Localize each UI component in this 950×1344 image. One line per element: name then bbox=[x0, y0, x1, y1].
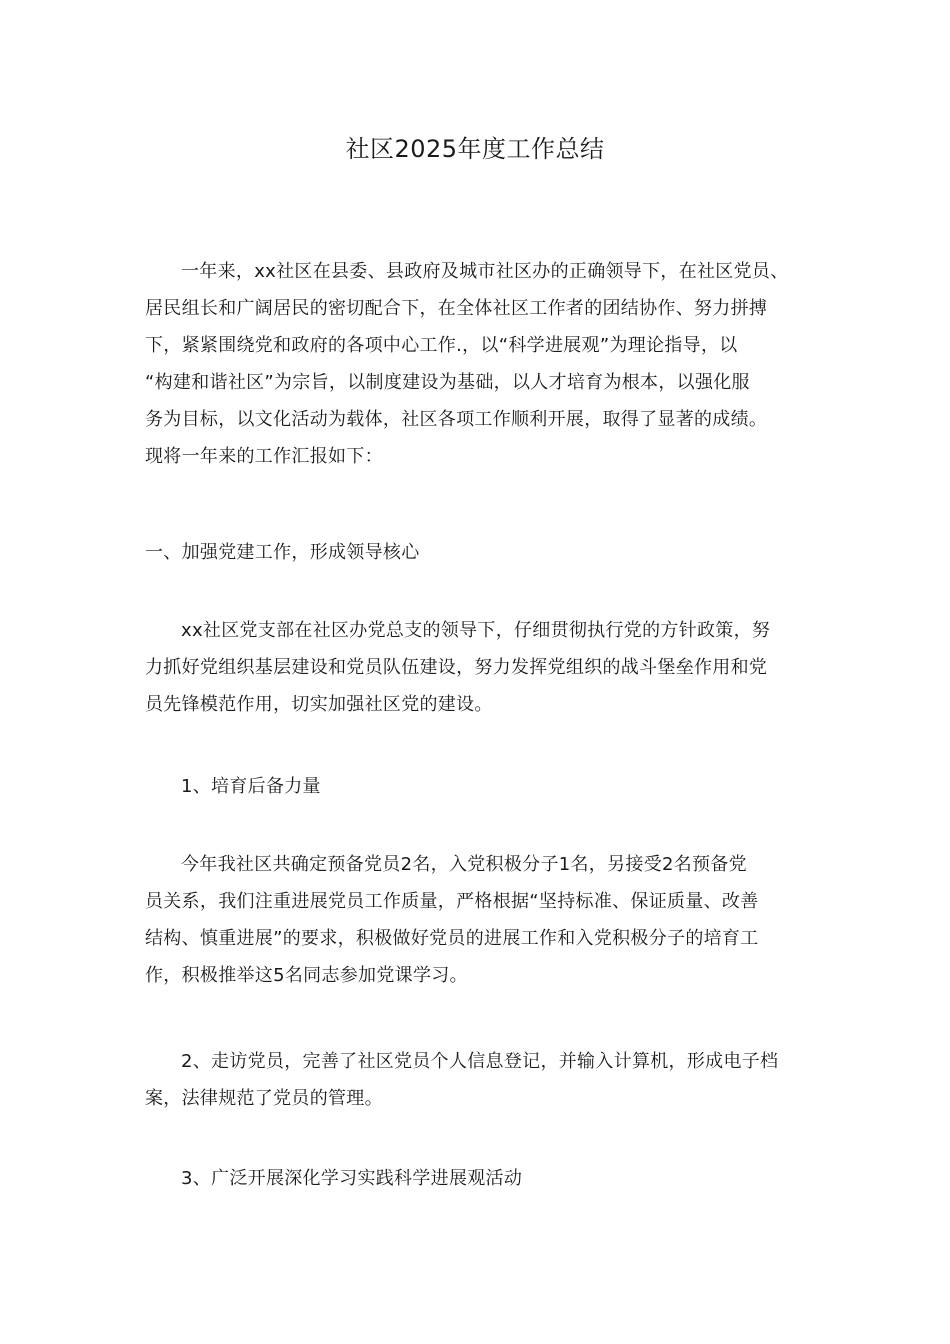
item-paragraph bbox=[145, 846, 815, 994]
item-heading-text: 1、培育后备力量 bbox=[181, 776, 321, 797]
text-line: 作，积极推举这5名同志参加党课学习。 bbox=[145, 965, 468, 986]
text-line: 一年来，xx社区在县委、县政府及城市社区办的正确领导下，在社区党员、 bbox=[181, 261, 789, 282]
text-line: xx社区党支部在社区办党总支的领导下，仔细贯彻执行党的方针政策，努 bbox=[181, 620, 771, 641]
intro-paragraph bbox=[145, 253, 815, 475]
text-line: 下，紧紧围绕党和政府的各项中心工作.，以“科学进展观”为理论指导，以 bbox=[145, 335, 738, 356]
item-heading-text: 3、广泛开展深化学习实践科学进展观活动 bbox=[181, 1168, 523, 1189]
item-paragraph bbox=[145, 1043, 815, 1117]
page-title: 社区2025年度工作总结 bbox=[345, 135, 605, 163]
text-line: “构建和谐社区”为宗旨，以制度建设为基础，以人才培育为根本，以强化服 bbox=[145, 372, 750, 393]
text-line: 今年我社区共确定预备党员2名，入党积极分子1名，另接受2名预备党 bbox=[181, 854, 747, 875]
text-line: 结构、慎重进展”的要求，积极做好党员的进展工作和入党积极分子的培育工 bbox=[145, 928, 759, 949]
section-heading-text: 一、加强党建工作，形成领导核心 bbox=[145, 542, 420, 563]
text-line: 案，法律规范了党员的管理。 bbox=[145, 1088, 383, 1109]
section-heading bbox=[145, 534, 815, 571]
item-heading bbox=[145, 1160, 815, 1197]
section-paragraph bbox=[145, 612, 815, 723]
text-line: 现将一年来的工作汇报如下： bbox=[145, 446, 383, 467]
text-line: 员关系，我们注重进展党员工作质量，严格根据“坚持标准、保证质量、改善 bbox=[145, 891, 759, 912]
item-heading bbox=[145, 768, 815, 805]
text-line: 居民组长和广阔居民的密切配合下，在全体社区工作者的团结协作、努力拼搏 bbox=[145, 298, 768, 319]
text-line: 员先锋模范作用，切实加强社区党的建设。 bbox=[145, 694, 493, 715]
text-line: 务为目标，以文化活动为载体，社区各项工作顺利开展，取得了显著的成绩。 bbox=[145, 409, 768, 430]
text-line: 2、走访党员，完善了社区党员个人信息登记，并输入计算机，形成电子档 bbox=[181, 1051, 779, 1072]
text-line: 力抓好党组织基层建设和党员队伍建设，努力发挥党组织的战斗堡垒作用和党 bbox=[145, 657, 768, 678]
